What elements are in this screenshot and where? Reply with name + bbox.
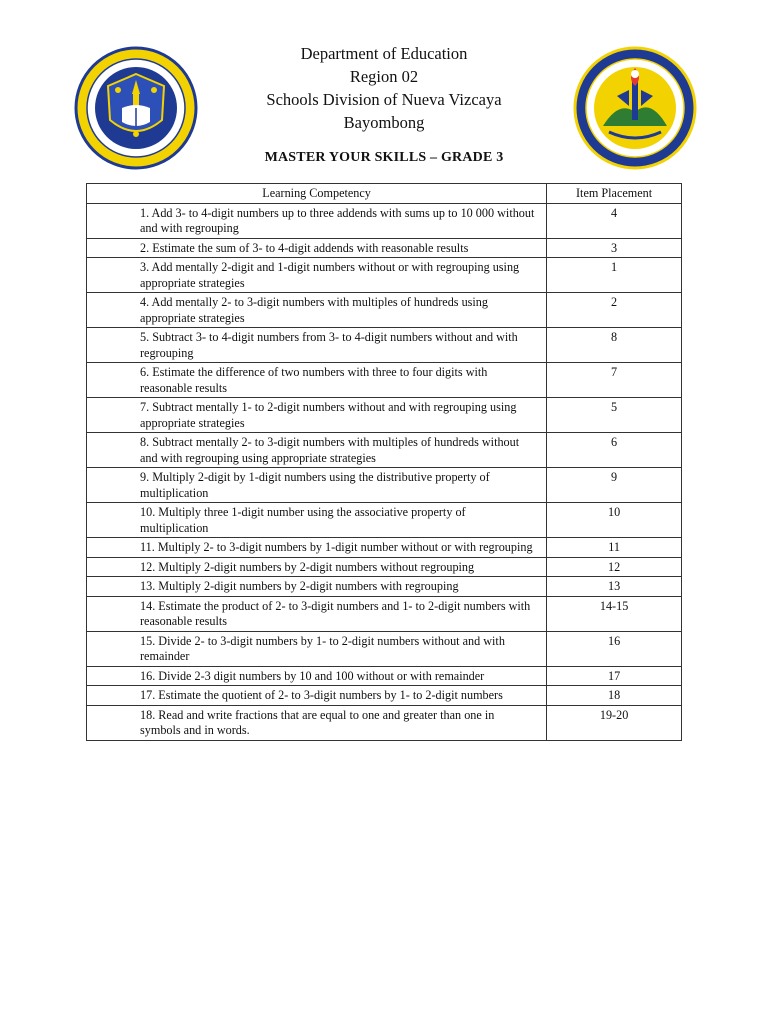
competency-cell: 3. Add mentally 2-digit and 1-digit numbers without or with regrouping using appropriate strategies — [87, 258, 547, 293]
table-row — [87, 293, 682, 328]
table-row — [87, 433, 682, 468]
table-row — [87, 538, 682, 558]
placement-cell: 10 — [547, 503, 682, 538]
placement-cell: 8 — [547, 328, 682, 363]
placement-cell: 3 — [547, 238, 682, 258]
region-name: Region 02 — [349, 67, 419, 86]
table-row — [87, 577, 682, 597]
competency-cell: 1. Add 3- to 4-digit numbers up to three addends with sums up to 10 000 without and with regrouping — [87, 203, 547, 238]
table-row — [87, 398, 682, 433]
competency-cell: 6. Estimate the difference of two numbers with three to four digits with reasonable results — [87, 363, 547, 398]
competency-cell: 8. Subtract mentally 2- to 3-digit numbers with multiples of hundreds without and with regrouping using appropriate strategies — [87, 433, 547, 468]
table-row — [87, 238, 682, 258]
competency-cell: 16. Divide 2-3 digit numbers by 10 and 100 without or with remainder — [87, 666, 547, 686]
placement-cell: 13 — [547, 577, 682, 597]
competency-cell: 5. Subtract 3- to 4-digit numbers from 3- to 4-digit numbers without and with regrouping — [87, 328, 547, 363]
table-header-row — [87, 184, 682, 204]
header-item-placement: Item Placement — [547, 184, 682, 204]
division-name: Schools Division of Nueva Vizcaya — [266, 90, 502, 109]
placement-cell: 12 — [547, 557, 682, 577]
placement-cell: 17 — [547, 666, 682, 686]
competency-cell: 10. Multiply three 1-digit number using the associative property of multiplication — [87, 503, 547, 538]
town-name: Bayombong — [343, 113, 425, 132]
competency-cell: 9. Multiply 2-digit by 1-digit numbers using the distributive property of multiplication — [87, 468, 547, 503]
table-row — [87, 258, 682, 293]
table-row — [87, 705, 682, 740]
competency-cell: 4. Add mentally 2- to 3-digit numbers with multiples of hundreds using appropriate strategies — [87, 293, 547, 328]
competency-cell: 15. Divide 2- to 3-digit numbers by 1- to 2-digit numbers without and with remainder — [87, 631, 547, 666]
placement-cell: 2 — [547, 293, 682, 328]
table-row — [87, 328, 682, 363]
placement-cell: 16 — [547, 631, 682, 666]
table-row — [87, 686, 682, 706]
placement-cell: 6 — [547, 433, 682, 468]
header-learning-competency: Learning Competency — [87, 184, 547, 204]
table-row — [87, 503, 682, 538]
table-row — [87, 596, 682, 631]
placement-cell: 9 — [547, 468, 682, 503]
placement-cell: 14-15 — [547, 596, 682, 631]
table-row — [87, 631, 682, 666]
competency-cell: 7. Subtract mentally 1- to 2-digit numbers without and with regrouping using appropriate strategies — [87, 398, 547, 433]
competency-table — [86, 183, 682, 741]
table-row — [87, 468, 682, 503]
placement-cell: 5 — [547, 398, 682, 433]
placement-cell: 7 — [547, 363, 682, 398]
placement-cell: 19-20 — [547, 705, 682, 740]
competency-cell: 18. Read and write fractions that are equal to one and greater than one in symbols and in words. — [87, 705, 547, 740]
document-title: MASTER YOUR SKILLS – GRADE 3 — [264, 150, 504, 165]
competency-cell: 17. Estimate the quotient of 2- to 3-digit numbers by 1- to 2-digit numbers — [87, 686, 547, 706]
table-row — [87, 557, 682, 577]
competency-cell: 14. Estimate the product of 2- to 3-digit numbers and 1- to 2-digit numbers with reasonable results — [87, 596, 547, 631]
placement-cell: 1 — [547, 258, 682, 293]
table-row — [87, 203, 682, 238]
letterhead — [200, 42, 568, 134]
competency-cell: 11. Multiply 2- to 3-digit numbers by 1-digit number without or with regrouping — [87, 538, 547, 558]
placement-cell: 4 — [547, 203, 682, 238]
department-name: Department of Education — [300, 44, 468, 63]
competency-cell: 13. Multiply 2-digit numbers by 2-digit numbers with regrouping — [87, 577, 547, 597]
table-row — [87, 363, 682, 398]
competency-cell: 12. Multiply 2-digit numbers by 2-digit numbers without regrouping — [87, 557, 547, 577]
table-row — [87, 666, 682, 686]
placement-cell: 11 — [547, 538, 682, 558]
competency-cell: 2. Estimate the sum of 3- to 4-digit addends with reasonable results — [87, 238, 547, 258]
placement-cell: 18 — [547, 686, 682, 706]
